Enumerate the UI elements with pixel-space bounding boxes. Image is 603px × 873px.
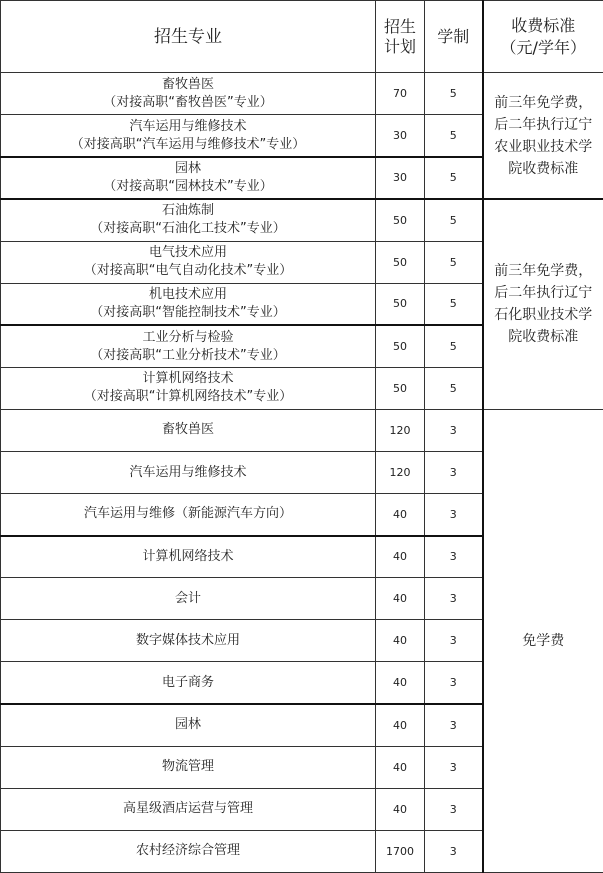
fee-line: 院收费标准 [508, 329, 579, 346]
plan-cell: 40 [376, 788, 425, 830]
years-cell: 3 [425, 409, 483, 451]
fee-cell [483, 199, 603, 409]
plan-cell: 40 [376, 704, 425, 746]
plan-cell: 120 [376, 409, 425, 451]
header-row [1, 1, 603, 73]
fee-line: 后二年执行辽宁 [494, 285, 593, 302]
plan-cell: 40 [376, 494, 425, 536]
plan-cell: 50 [376, 367, 425, 409]
years-cell: 5 [425, 157, 483, 199]
fee-line: 石化职业技术学 [494, 307, 593, 324]
plan-cell: 120 [376, 452, 425, 494]
major-cell: 汽车运用与维修（新能源汽车方向） [1, 494, 376, 536]
major-cell: 计算机网络技术 [1, 536, 376, 578]
major-cell: 园林 [1, 704, 376, 746]
years-cell: 3 [425, 704, 483, 746]
years-cell: 5 [425, 115, 483, 157]
major-cell [1, 241, 376, 283]
major-cell [1, 367, 376, 409]
major-cell [1, 157, 376, 199]
major-note: （对接高职“畜牧兽医”专业） [103, 94, 273, 110]
major-name: 机电技术应用 [148, 286, 227, 302]
plan-cell: 30 [376, 115, 425, 157]
major-cell [1, 325, 376, 367]
plan-cell: 40 [376, 746, 425, 788]
plan-cell: 40 [376, 578, 425, 620]
major-name: 工业分析与检验 [142, 329, 234, 345]
table-row [1, 409, 603, 451]
years-cell: 3 [425, 830, 483, 872]
major-cell [1, 115, 376, 157]
table-row [1, 199, 603, 241]
major-cell: 畜牧兽医 [1, 409, 376, 451]
fee-line: 后二年执行辽宁 [494, 116, 593, 133]
header-years: 学制 [425, 1, 483, 73]
plan-cell: 40 [376, 662, 425, 704]
header-fee [483, 1, 603, 73]
years-cell: 5 [425, 241, 483, 283]
header-plan [376, 1, 425, 73]
years-cell: 3 [425, 662, 483, 704]
fee-line: 前三年免学费， [494, 263, 593, 280]
plan-cell: 1700 [376, 830, 425, 872]
fee-line: 免学费 [522, 632, 565, 649]
years-cell: 3 [425, 578, 483, 620]
fee-line: 院收费标准 [508, 160, 579, 177]
years-cell: 5 [425, 283, 483, 325]
plan-cell: 50 [376, 199, 425, 241]
header-fee-line1: 收费标准 [511, 15, 576, 35]
major-note: （对接高职“智能控制技术”专业） [90, 304, 286, 320]
major-cell: 农村经济综合管理 [1, 830, 376, 872]
major-name: 畜牧兽医 [161, 76, 214, 92]
years-cell: 3 [425, 788, 483, 830]
header-plan-line1: 招生 [383, 16, 416, 36]
major-cell: 物流管理 [1, 746, 376, 788]
major-cell [1, 199, 376, 241]
major-name: 石油炼制 [161, 203, 214, 219]
header-major: 招生专业 [1, 1, 376, 73]
major-note: （对接高职“石油化工技术”专业） [90, 221, 286, 237]
table-row [1, 73, 603, 115]
major-note: （对接高职“园林技术”专业） [103, 178, 273, 194]
major-cell: 高星级酒店运营与管理 [1, 788, 376, 830]
plan-cell: 30 [376, 157, 425, 199]
plan-cell: 50 [376, 241, 425, 283]
major-note: （对接高职“汽车运用与维修技术”专业） [70, 136, 306, 152]
plan-cell: 40 [376, 620, 425, 662]
major-cell: 汽车运用与维修技术 [1, 452, 376, 494]
major-name: 计算机网络技术 [142, 371, 234, 387]
years-cell: 3 [425, 536, 483, 578]
years-cell: 3 [425, 620, 483, 662]
years-cell: 3 [425, 452, 483, 494]
major-note: （对接高职“电气自动化技术”专业） [83, 263, 293, 279]
major-cell [1, 73, 376, 115]
years-cell: 5 [425, 325, 483, 367]
fee-cell [483, 73, 603, 199]
major-name: 电气技术应用 [148, 245, 227, 261]
fee-line: 前三年免学费， [494, 94, 593, 111]
major-cell: 电子商务 [1, 662, 376, 704]
years-cell: 3 [425, 746, 483, 788]
fee-cell [483, 409, 603, 872]
years-cell: 3 [425, 494, 483, 536]
years-cell: 5 [425, 367, 483, 409]
major-name: 汽车运用与维修技术 [129, 118, 247, 134]
plan-cell: 50 [376, 283, 425, 325]
plan-cell: 70 [376, 73, 425, 115]
fee-line: 农业职业技术学 [494, 138, 593, 155]
header-fee-line2: （元/学年） [500, 37, 586, 57]
major-note: （对接高职“计算机网络技术”专业） [83, 389, 293, 405]
major-note: （对接高职“工业分析技术”专业） [90, 347, 286, 363]
plan-cell: 50 [376, 325, 425, 367]
header-plan-line2: 计划 [383, 36, 416, 56]
major-cell: 会计 [1, 578, 376, 620]
years-cell: 5 [425, 73, 483, 115]
major-name: 园林 [174, 160, 201, 176]
plan-cell: 40 [376, 536, 425, 578]
years-cell: 5 [425, 199, 483, 241]
major-cell: 数字媒体技术应用 [1, 620, 376, 662]
major-cell [1, 283, 376, 325]
